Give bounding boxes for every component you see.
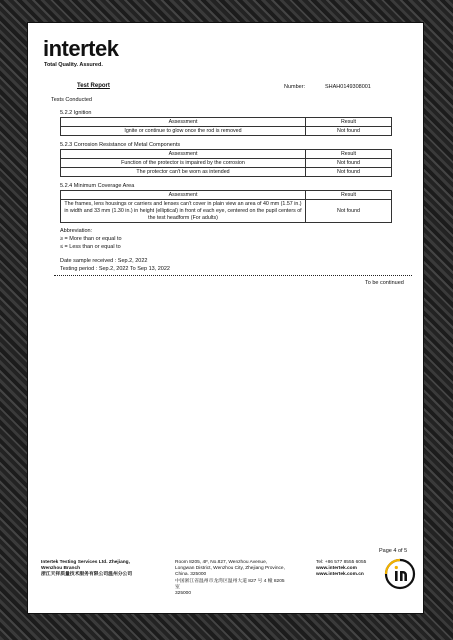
table-header-row [61, 118, 392, 127]
tests-conducted-heading: Tests Conducted [51, 97, 92, 103]
address-line-cn: 室 [175, 584, 180, 590]
table-row [61, 127, 392, 136]
assessment-cell: Ignite or continue to glow once the rod is removed [61, 127, 306, 136]
number-label: Number: [284, 84, 306, 90]
result-cell: Not found [306, 168, 392, 177]
page-number: Page 4 of 5 [379, 548, 408, 554]
col-result: Result [306, 150, 392, 159]
col-result: Result [306, 191, 392, 200]
table-header-row [61, 150, 392, 159]
to-be-continued: To be continued [365, 280, 404, 286]
website-link[interactable]: www.intertek.com [316, 566, 357, 572]
corrosion-table [60, 149, 392, 177]
section-heading-ignition: 5.2.2 Ignition [60, 110, 92, 116]
company-name: Intertek Testing Services Ltd. Zhejiang, [41, 560, 130, 565]
result-cell: Not found [306, 159, 392, 168]
section-heading-corrosion: 5.2.3 Corrosion Resistance of Metal Components [60, 142, 181, 148]
abbreviation-title: Abbreviation: [60, 228, 93, 234]
col-result: Result [306, 118, 392, 127]
address-line: Room 8205, 4F, No.827, Wenzhou Avenue, [175, 560, 268, 565]
footer-address [175, 560, 285, 597]
report-title: Test Report [77, 83, 110, 89]
coverage-table [60, 190, 392, 223]
footer-company [41, 560, 132, 579]
intertek-badge-icon [383, 557, 417, 591]
address-line-cn: 325000 [175, 591, 192, 597]
assessment-cell: Function of the protector is impaired by the corrosion [61, 159, 306, 168]
tagline: Total Quality. Assured. [44, 62, 103, 68]
section-heading-coverage: 5.2.4 Minimum Coverage Area [60, 183, 135, 189]
result-cell: Not found [306, 200, 392, 223]
table-header-row [61, 191, 392, 200]
date-received: Date sample received : Sep.2, 2022 [60, 258, 148, 264]
abbreviation-block [60, 227, 122, 251]
assessment-cell: The protector can't be worn as intended [61, 168, 306, 177]
col-assessment: Assessment [61, 150, 306, 159]
telephone: Tel: +86 577 8555 6055 [316, 560, 367, 565]
footer-contact [316, 560, 366, 579]
testing-period: Testing period : Sep.2, 2022 To Sep 13, 2022 [60, 266, 170, 272]
address-line: China. 325000 [175, 572, 207, 578]
address-line-cn: 中国浙江省温州市龙湾区温州大道 827 号 4 幢 8205 [175, 578, 285, 584]
abbreviation-item: ≥ = More than or equal to [60, 236, 122, 242]
ignition-table [60, 117, 392, 136]
table-row [61, 168, 392, 177]
intertek-logo [43, 36, 118, 62]
result-cell: Not found [306, 127, 392, 136]
dotted-divider [54, 275, 412, 276]
company-name-cn: 浙江天祥质量技术服务有限公司温州分公司 [41, 572, 133, 578]
report-page [27, 22, 424, 614]
assessment-cell: The frames, lens housings or carriers and lenses can't cover in plain view an area of 40 mm (1.57 in.) in width and 33 mm (1.30 in.) in height (elliptical) in front of each eye, centered on the pupil centers of the test headform (For adults) [61, 200, 306, 223]
table-row [61, 200, 392, 223]
address-line: Longwan District, Wenzhou City, Zhejiang Province, [175, 566, 285, 572]
company-branch: Wenzhou Branch [41, 566, 81, 572]
table-row [61, 159, 392, 168]
col-assessment: Assessment [61, 118, 306, 127]
website-link-cn[interactable]: www.intertek.com.cn [316, 572, 364, 578]
report-number: SHAH0149308001 [325, 84, 371, 90]
dates-block [60, 257, 170, 273]
logo-text: intertek [43, 36, 119, 61]
col-assessment: Assessment [61, 191, 306, 200]
abbreviation-item: ≤ = Less than or equal to [60, 244, 121, 250]
